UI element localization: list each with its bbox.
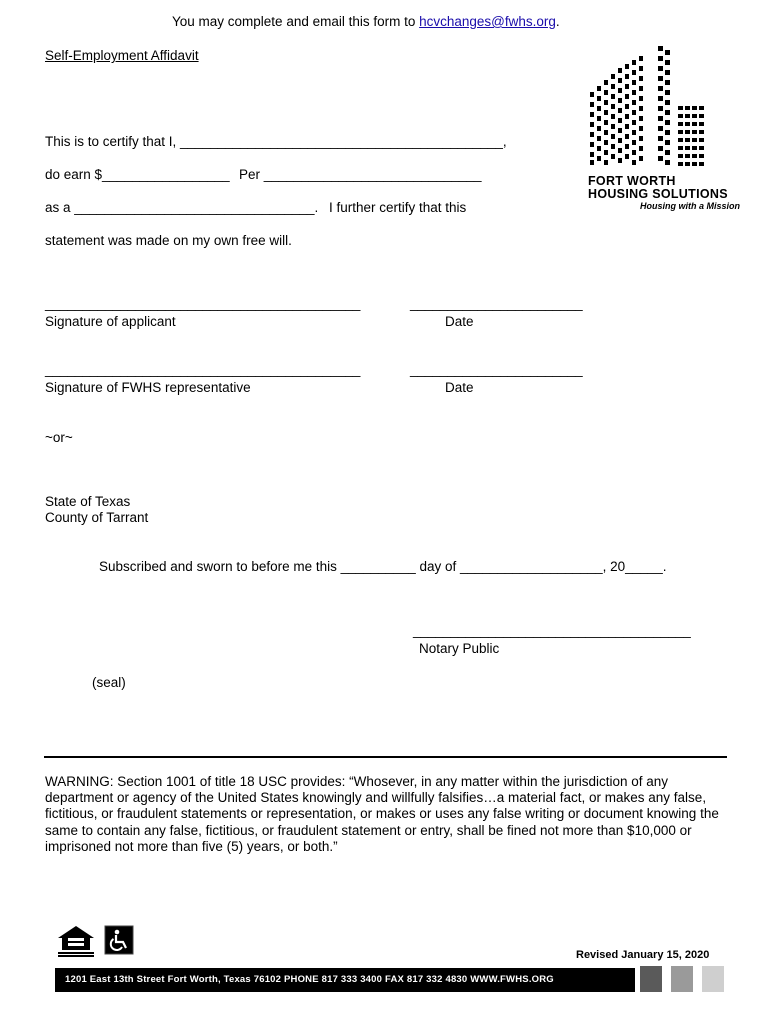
equal-housing-icon [56, 924, 96, 958]
email-instruction-prefix: You may complete and email this form to [172, 14, 420, 29]
state-label: State of Texas [45, 494, 131, 509]
warning-divider [44, 756, 727, 758]
rep-date-line: _______________________ [410, 362, 583, 377]
rep-signature-line: __________________________________________ [45, 362, 361, 377]
certify-line: This is to certify that I, ___________________________________________, [45, 134, 507, 149]
seal-label: (seal) [92, 675, 126, 690]
rep-date-label: Date [445, 380, 474, 395]
applicant-signature-label: Signature of applicant [45, 314, 176, 329]
fwhs-logo-icon [586, 44, 716, 170]
free-will-statement: statement was made on my own free will. [45, 233, 292, 248]
form-title: Self-Employment Affidavit [45, 48, 199, 63]
revision-date: Revised January 15, 2020 [576, 949, 710, 961]
or-separator: ~or~ [45, 430, 73, 445]
applicant-signature-line: __________________________________________ [45, 296, 361, 311]
footer-square-light [702, 966, 724, 992]
applicant-date-line: _______________________ [410, 296, 583, 311]
email-instruction-suffix: . [555, 14, 560, 29]
email-instruction [172, 14, 560, 29]
warning-text: WARNING: Section 1001 of title 18 USC provides: “Whosever, in any matter within the jurisdiction of any department or agency of the United States knowingly and willfully falsifies…a material fact, or makes any false, fictitious, or fraudulent statements or representation, or makes or uses any false writing or document knowing the same to contain any false, fictitious, or fraudulent statement or entry, shall be fined not more than $10,000 or imprisoned not more than five (5) years, or both.” [45, 774, 719, 854]
email-link[interactable]: hcvchanges@fwhs.org [419, 14, 556, 29]
county-label: County of Tarrant [45, 510, 149, 525]
further-certify-text: I further certify that this [329, 200, 467, 215]
footer-square-dark [640, 966, 662, 992]
sworn-statement: Subscribed and sworn to before me this __________ day of ___________________, 20_____. [99, 559, 667, 574]
earn-per-line: Per _____________________________ [239, 167, 482, 182]
occupation-line: as a ________________________________. [45, 200, 319, 215]
notary-signature-line: _____________________________________ [413, 623, 691, 638]
applicant-date-label: Date [445, 314, 474, 329]
footer-address: 1201 East 13th Street Fort Worth, Texas 76102 PHONE 817 333 3400 FAX 817 332 4830 WWW.FWHS.ORG [55, 968, 635, 992]
logo-tagline: Housing with a Mission [640, 201, 741, 211]
logo-line2: HOUSING SOLUTIONS [588, 187, 728, 201]
logo-line1: FORT WORTH [588, 174, 676, 188]
accessibility-icon [104, 925, 134, 955]
notary-public-label: Notary Public [419, 641, 500, 656]
rep-signature-label: Signature of FWHS representative [45, 380, 251, 395]
earn-amount-line: do earn $_________________ [45, 167, 230, 182]
footer-square-mid [671, 966, 693, 992]
